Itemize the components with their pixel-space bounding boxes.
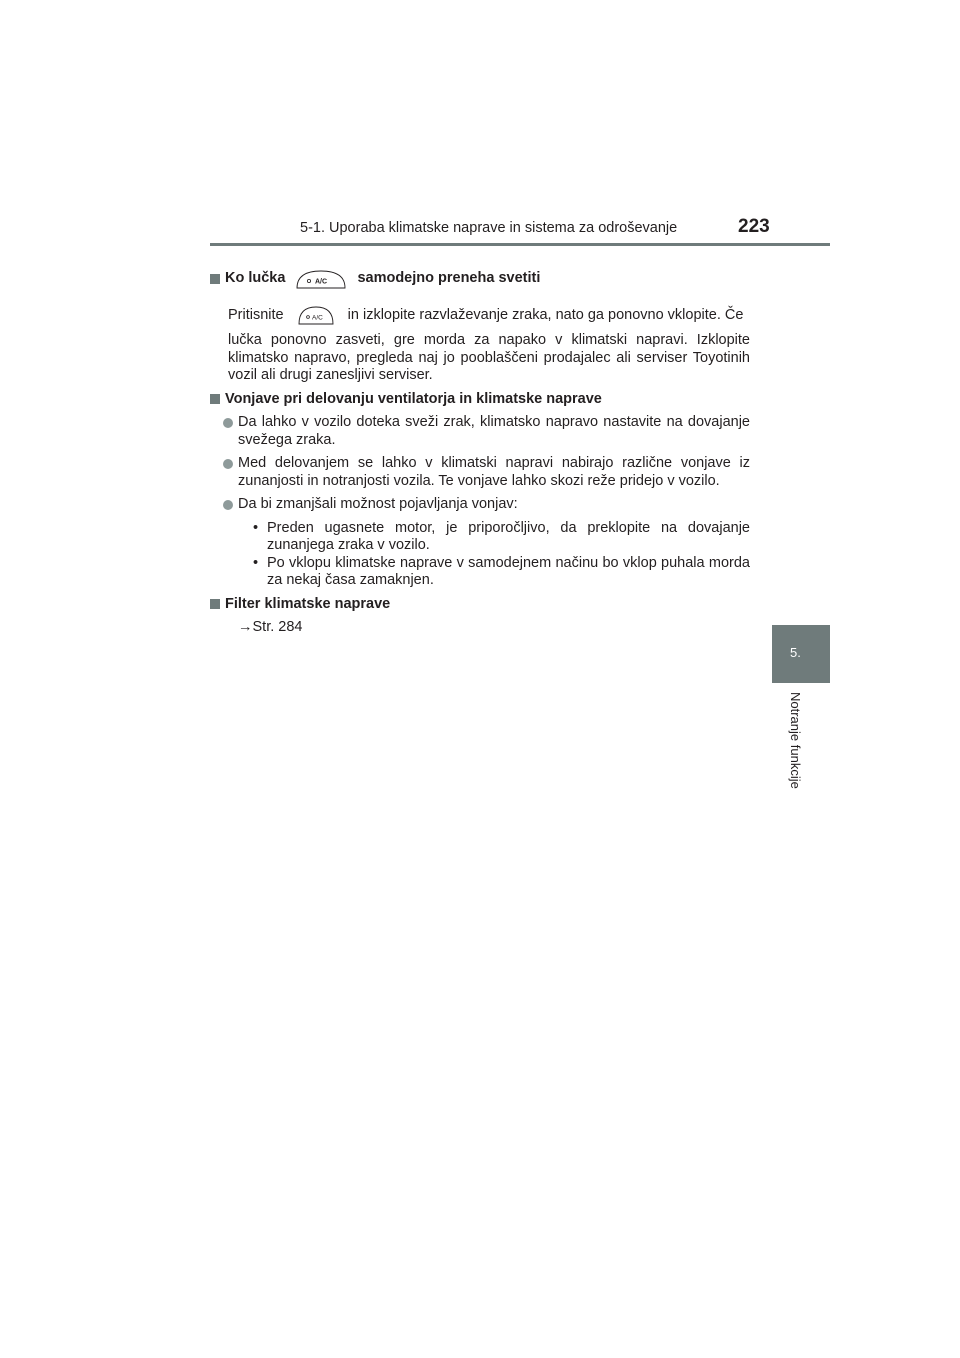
section-header-title: 5-1. Uporaba klimatske naprave in sistema za odroševanje bbox=[300, 220, 678, 236]
square-bullet-icon bbox=[210, 599, 220, 609]
section-heading-filter: Filter klimatske naprave bbox=[210, 596, 750, 614]
circle-bullet-icon bbox=[223, 459, 233, 469]
chapter-tab-label: Notranje funkcije bbox=[788, 692, 803, 789]
circle-bullet-icon bbox=[223, 500, 233, 510]
chapter-tab bbox=[772, 625, 830, 683]
list-item: Med delovanjem se lahko v klimatski napravi nabirajo različne vonjave iz zunanjosti in notranjosti vozila. Te vonjave lahko skozi reže pridejo v vozilo. bbox=[223, 455, 750, 490]
svg-text:A/C: A/C bbox=[311, 314, 323, 322]
chapter-tab-number: 5. bbox=[790, 645, 801, 660]
sub-list-item: • Preden ugasnete motor, je priporočljivo, da preklopite na dovajanje zunanjega zraka v vozilo. bbox=[253, 519, 750, 553]
header-divider bbox=[210, 243, 830, 246]
paragraph-ac-light: Pritisnite A/C in izklopite razvlaževanje zraka, nato ga ponovno vklopite. Če lučka ponovno zasveti, gre morda za napako v klimatski napravi. Izklopite klimatsko napravo, pregleda naj jo pooblaščeni prodajalec ali serviser Toyotinih vozil ali drugi zanesljivi serviser. bbox=[228, 304, 750, 385]
sub-list-item: • Po vklopu klimatske naprave v samodejnem načinu bo vklop puhala morda za nekaj časa zamaknjen. bbox=[253, 554, 750, 588]
ac-button-icon bbox=[296, 304, 336, 326]
square-bullet-icon bbox=[210, 274, 220, 284]
page-number: 223 bbox=[738, 216, 770, 237]
svg-text:A/C: A/C bbox=[315, 278, 328, 286]
circle-bullet-icon bbox=[223, 418, 233, 428]
square-bullet-icon bbox=[210, 394, 220, 404]
paragraph-ac-light-continued: lučka ponovno zasveti, gre morda za napako v klimatski napravi. Izklopite klimatsko napravo, pregleda naj jo pooblaščeni prodajalec ali serviser Toyotinih vozil ali drugi zanesljivi serviser. bbox=[228, 332, 750, 383]
ac-button-icon bbox=[293, 268, 349, 290]
section-heading-ac-light: Ko lučka A/C samodejno preneha svetiti bbox=[210, 268, 750, 290]
page-content bbox=[210, 268, 750, 637]
list-item: Da lahko v vozilo doteka sveži zrak, klimatsko napravo nastavite na dovajanje svežega zraka. bbox=[223, 414, 750, 449]
section-heading-odors: Vonjave pri delovanju ventilatorja in klimatske naprave bbox=[210, 391, 750, 409]
page-reference-link[interactable]: →Str. 284 bbox=[238, 619, 303, 635]
list-item: Da bi zmanjšali možnost pojavljanja vonjav: bbox=[223, 496, 750, 514]
